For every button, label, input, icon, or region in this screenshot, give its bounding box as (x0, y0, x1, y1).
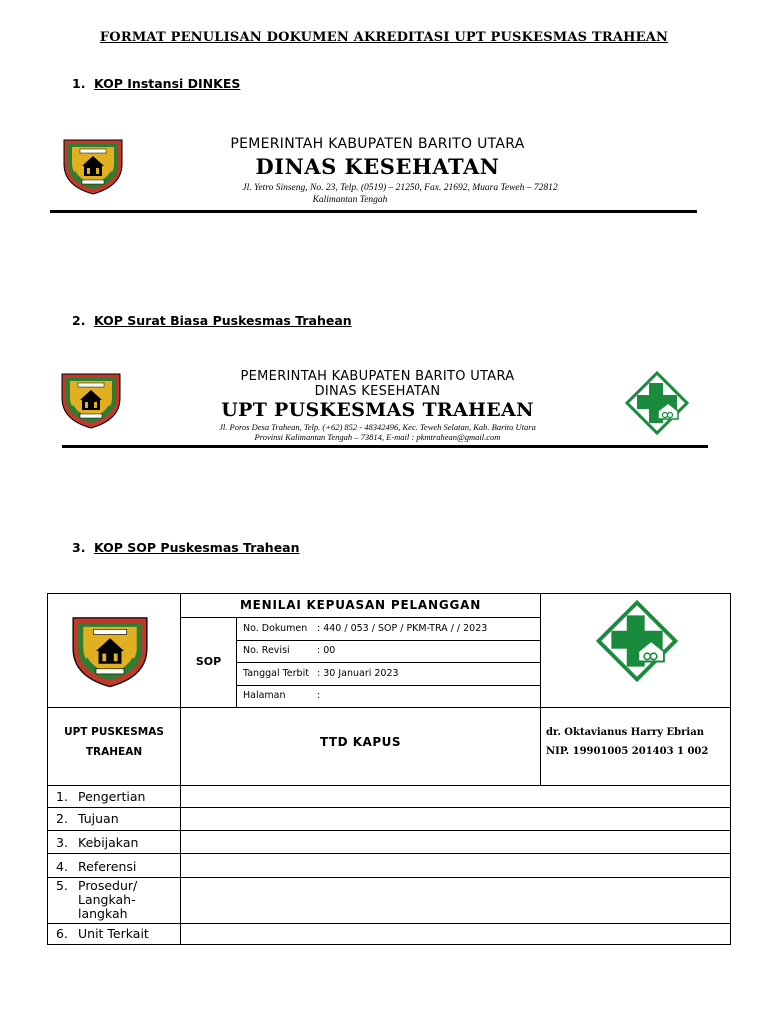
sop-title-cell (180, 593, 541, 618)
sop-row-tujuan (47, 807, 181, 831)
sop-label: SOP (195, 655, 222, 668)
sop-org-line1: UPT PUSKESMAS (64, 726, 164, 738)
row-label: 1. Pengertian (56, 789, 146, 804)
row-label: 3. Kebijakan (56, 835, 139, 850)
sop-label-cell (180, 617, 237, 708)
field-value: : (317, 690, 321, 701)
sop-signer-cell (540, 707, 731, 786)
sop-row-kebijakan-content (180, 830, 731, 854)
sop-signer-nip: NIP. 19901005 201403 1 002 (546, 746, 709, 757)
kop-dinkes-address1: Jl. Yetro Sinseng, No. 23, Telp. (0519) – 21250, Fax. 21692, Muara Teweh – 72812 (242, 183, 558, 193)
sop-row-prosedur-content (180, 877, 731, 924)
row-label: 2. Tujuan (56, 811, 119, 826)
sop-org-line2: TRAHEAN (85, 746, 143, 758)
sop-row-unit-terkait (47, 923, 181, 945)
sop-row-kebijakan (47, 830, 181, 854)
kop-dinkes-address2: Kalimantan Tengah (312, 195, 388, 205)
sop-field-tanggal-terbit (236, 662, 541, 686)
section-number: 1. (72, 76, 86, 91)
puskesmas-logo-icon (625, 371, 689, 439)
field-value: : 440 / 053 / SOP / PKM-TRA / / 2023 (317, 623, 488, 634)
sop-org-cell (47, 707, 181, 786)
row-label: 6. Unit Terkait (56, 926, 149, 941)
section-number: 2. (72, 313, 86, 328)
sop-row-prosedur (47, 877, 181, 924)
section-number: 3. (72, 540, 86, 555)
sop-field-halaman (236, 685, 541, 708)
kop-puskesmas-address2: Provinsi Kalimantan Tengah – 73814, E-mail : pkmtrahean@gmail.com (254, 432, 501, 442)
sop-title: MENILAI KEPUASAN PELANGGAN (239, 598, 482, 612)
row-label: 5. Prosedur/ Langkah-langkah (56, 878, 138, 921)
kop-dinkes-line1: PEMERINTAH KABUPATEN BARITO UTARA (230, 136, 525, 152)
sop-header-table (47, 593, 731, 945)
sop-field-no-dokumen (236, 617, 541, 641)
kop-puskesmas-line2: DINAS KESEHATAN (314, 384, 441, 399)
section-label: KOP Instansi DINKES (94, 76, 241, 91)
section-heading-kop-surat (72, 313, 352, 328)
kop-dinkes-rule (50, 210, 697, 213)
barito-utara-emblem-icon (60, 136, 126, 200)
field-value: : 00 (317, 645, 336, 656)
sop-row-tujuan-content (180, 807, 731, 831)
sop-row-referensi-content (180, 853, 731, 878)
sop-logo-cell (47, 593, 181, 708)
sop-row-unit-terkait-content (180, 923, 731, 945)
sop-row-pengertian (47, 785, 181, 808)
section-label: KOP Surat Biasa Puskesmas Trahean (94, 313, 352, 328)
field-value: : 30 Januari 2023 (317, 668, 399, 679)
sop-ttd-cell (180, 707, 541, 786)
kop-dinkes-line2: DINAS KESEHATAN (255, 154, 500, 179)
kop-puskesmas-line1: PEMERINTAH KABUPATEN BARITO UTARA (240, 369, 515, 384)
barito-utara-emblem-icon (58, 368, 124, 436)
field-label: Halaman (243, 690, 286, 701)
puskesmas-logo-icon (596, 600, 678, 686)
document-title: FORMAT PENULISAN DOKUMEN AKREDITASI UPT PUSKESMAS TRAHEAN (99, 30, 669, 45)
section-heading-kop-sop (72, 540, 300, 555)
row-label: 4. Referensi (56, 859, 137, 874)
field-label: No. Dokumen (243, 623, 308, 634)
field-label: No. Revisi (243, 645, 290, 656)
sop-row-referensi (47, 853, 181, 878)
section-label: KOP SOP Puskesmas Trahean (94, 540, 300, 555)
kop-puskesmas-rule (62, 445, 708, 448)
sop-signer-name: dr. Oktavianus Harry Ebrian (546, 727, 704, 738)
sop-row-pengertian-content (180, 785, 731, 808)
kop-puskesmas-address1: Jl. Poros Desa Trahean, Telp. (+62) 852 - 48342496, Kec. Teweh Selatan, Kab. Barito Utara (219, 422, 536, 432)
field-label: Tanggal Terbit (243, 668, 309, 679)
barito-utara-emblem-icon (68, 610, 152, 696)
sop-puskesmas-logo-cell (540, 593, 731, 708)
sop-field-no-revisi (236, 640, 541, 663)
kop-puskesmas-line3: UPT PUSKESMAS TRAHEAN (221, 399, 534, 421)
sop-ttd: TTD KAPUS (319, 735, 402, 749)
section-heading-kop-dinkes (72, 76, 240, 91)
